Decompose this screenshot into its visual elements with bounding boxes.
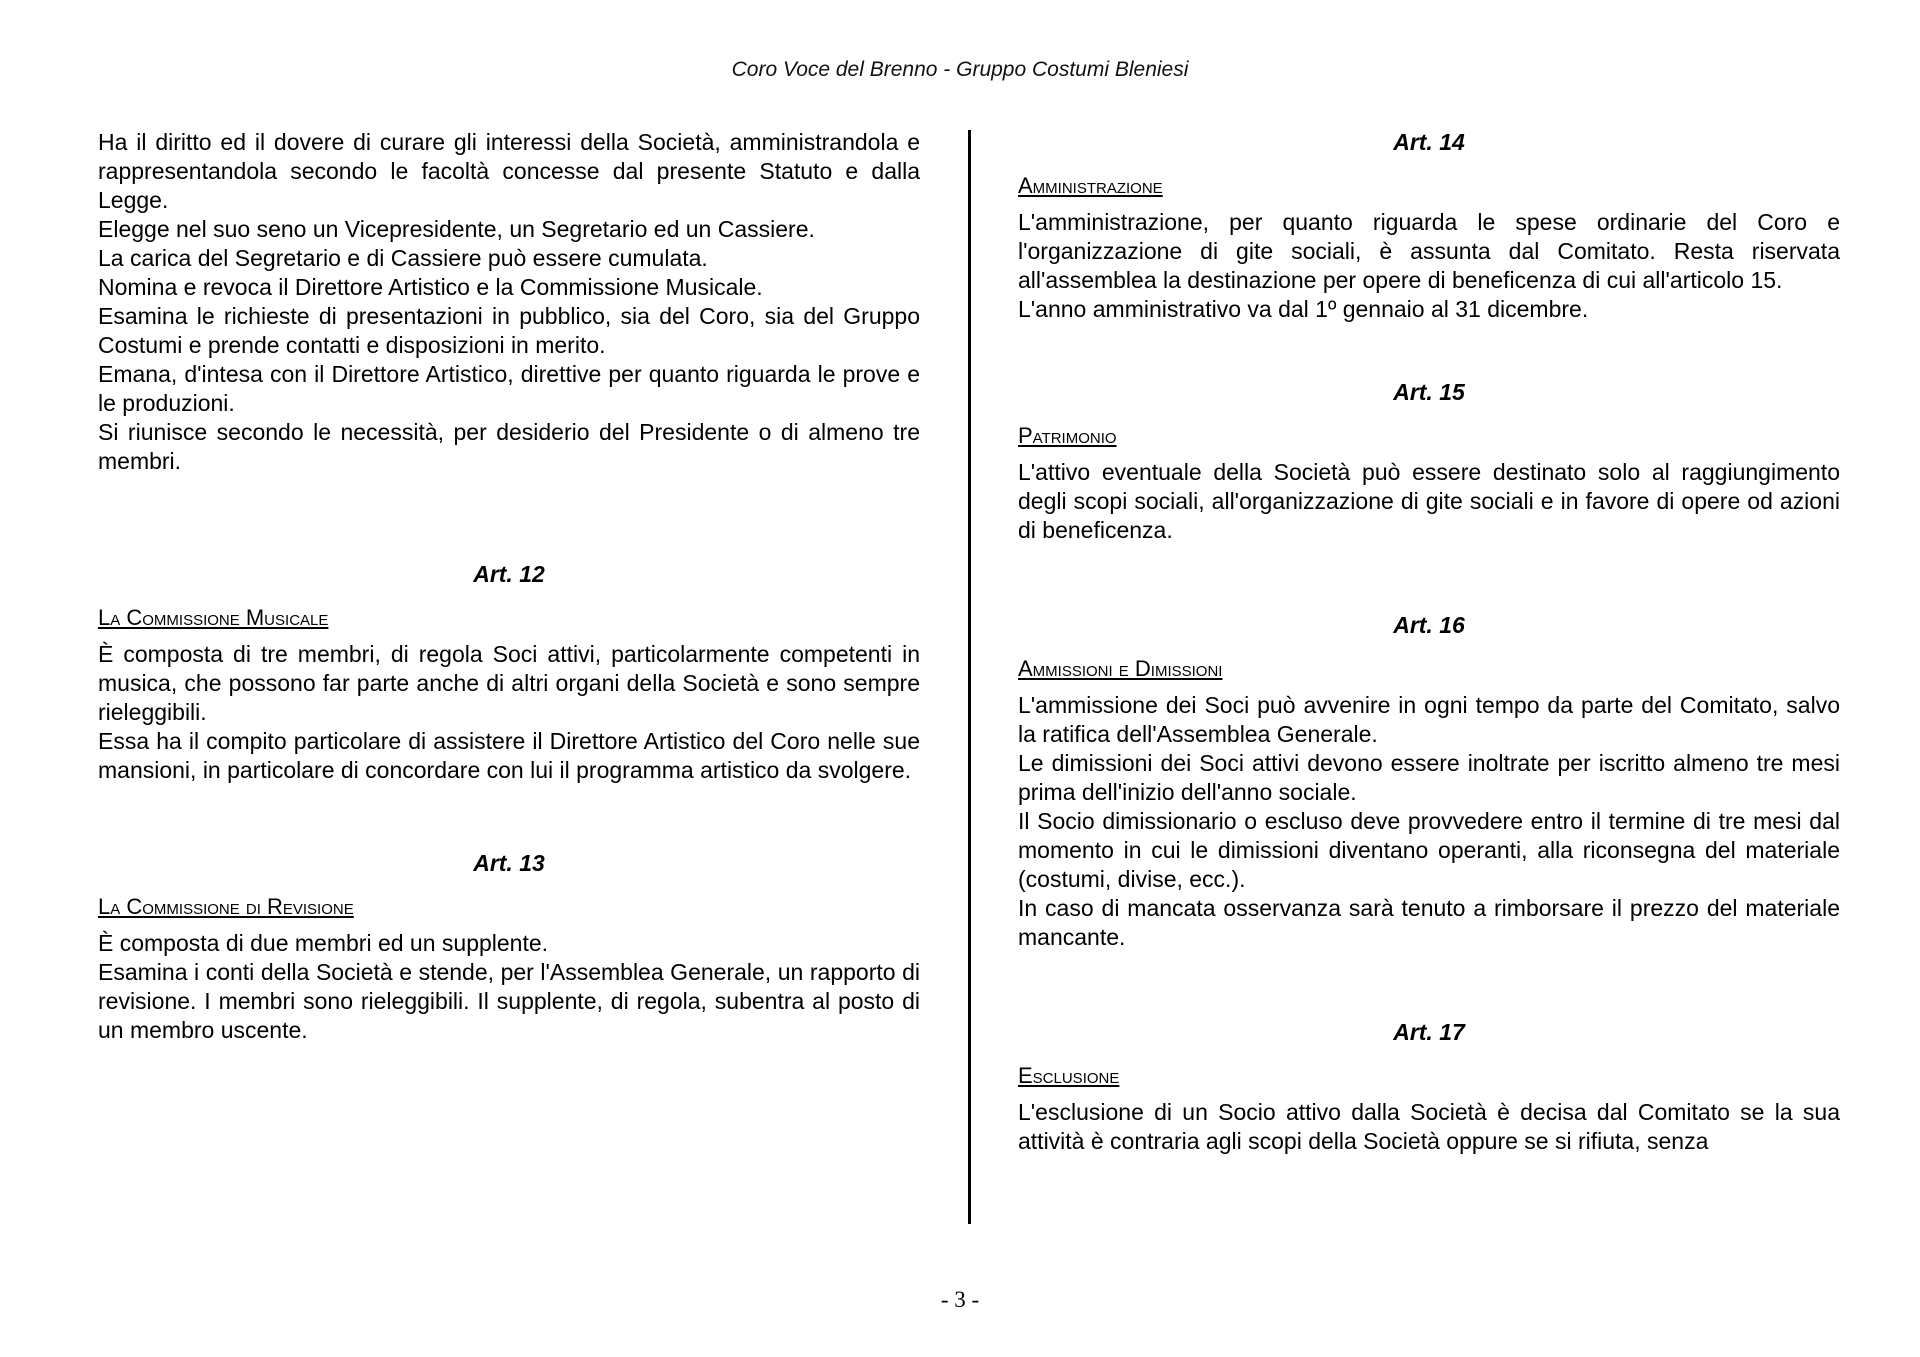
paragraph: Esamina i conti della Società e stende, per l'Assemblea Generale, un rapporto di revisione. I membri sono rieleggibili. Il supplente, di regola, subentra al posto di un membro uscente. — [98, 959, 920, 1043]
article-title: Art. 17 — [1393, 1019, 1465, 1045]
paragraph: Nomina e revoca il Direttore Artistico e la Commissione Musicale. — [98, 274, 763, 300]
paragraph: Essa ha il compito particolare di assistere il Direttore Artistico del Coro nelle sue mansioni, in particolare di concordare con lui il programma artistico da svolgere. — [98, 728, 920, 783]
paragraph: L'anno amministrativo va dal 1º gennaio al 31 dicembre. — [1018, 296, 1589, 322]
section-title: Amministrazione — [1018, 173, 1163, 198]
paragraph: L'attivo eventuale della Società può essere destinato solo al raggiungimento degli scopi sociali, all'organizzazione di gite sociali e in favore di opere od azioni di beneficenza. — [1018, 459, 1840, 543]
section-title: Esclusione — [1018, 1063, 1120, 1088]
paragraph: L'ammissione dei Soci può avvenire in ogni tempo da parte del Comitato, salvo la ratifica dell'Assemblea Generale. — [1018, 692, 1840, 747]
article-title: Art. 13 — [473, 850, 545, 876]
section-title: Patrimonio — [1018, 423, 1117, 448]
paragraph: L'esclusione di un Socio attivo dalla Società è decisa dal Comitato se la sua attività è contraria agli scopi della Società oppure se si rifiuta, senza — [1018, 1099, 1840, 1154]
left-column — [98, 128, 920, 1045]
article-title: Art. 14 — [1393, 129, 1465, 155]
article-title: Art. 16 — [1393, 612, 1465, 638]
paragraph: Il Socio dimissionario o escluso deve provvedere entro il termine di tre mesi dal momento in cui le dimissioni diventano operanti, alla riconsegna del materiale (costumi, divise, ecc.). — [1018, 808, 1840, 892]
section-title: La Commissione di Revisione — [98, 894, 354, 919]
paragraph: Si riunisce secondo le necessità, per desiderio del Presidente o di almeno tre membri. — [98, 419, 920, 474]
paragraph: Ha il diritto ed il dovere di curare gli interessi della Società, amministrandola e rappresentandola secondo le facoltà concesse dal presente Statuto e dalla Legge. — [98, 129, 920, 213]
article-title: Art. 15 — [1393, 379, 1465, 405]
page-number: - 3 - — [940, 1287, 980, 1312]
right-column — [1018, 128, 1840, 1156]
paragraph: È composta di tre membri, di regola Soci attivi, particolarmente competenti in musica, che possono far parte anche di altri organi della Società e sono sempre rieleggibili. — [98, 641, 920, 725]
paragraph: Emana, d'intesa con il Direttore Artistico, direttive per quanto riguarda le prove e le produzioni. — [98, 361, 920, 416]
paragraph: Esamina le richieste di presentazioni in pubblico, sia del Coro, sia del Gruppo Costumi e prende contatti e disposizioni in merito. — [98, 303, 920, 358]
section-title: La Commissione Musicale — [98, 605, 329, 630]
paragraph: In caso di mancata osservanza sarà tenuto a rimborsare il prezzo del materiale mancante. — [1018, 895, 1840, 950]
paragraph: Elegge nel suo seno un Vicepresidente, un Segretario ed un Cassiere. — [98, 216, 815, 242]
article-title: Art. 12 — [473, 561, 545, 587]
paragraph: Le dimissioni dei Soci attivi devono essere inoltrate per iscritto almeno tre mesi prima dell'inizio dell'anno sociale. — [1018, 750, 1840, 805]
paragraph: È composta di due membri ed un supplente. — [98, 930, 549, 956]
paragraph: La carica del Segretario e di Cassiere può essere cumulata. — [98, 245, 708, 271]
paragraph: L'amministrazione, per quanto riguarda le spese ordinarie del Coro e l'organizzazione di gite sociali, è assunta dal Comitato. Resta riservata all'assemblea la destinazione per opere di beneficenza di cui all'articolo 15. — [1018, 209, 1840, 293]
column-divider — [968, 130, 971, 1224]
running-header: Coro Voce del Brenno - Gruppo Costumi Bleniesi — [731, 58, 1189, 81]
section-title: Ammissioni e Dimissioni — [1018, 656, 1223, 681]
